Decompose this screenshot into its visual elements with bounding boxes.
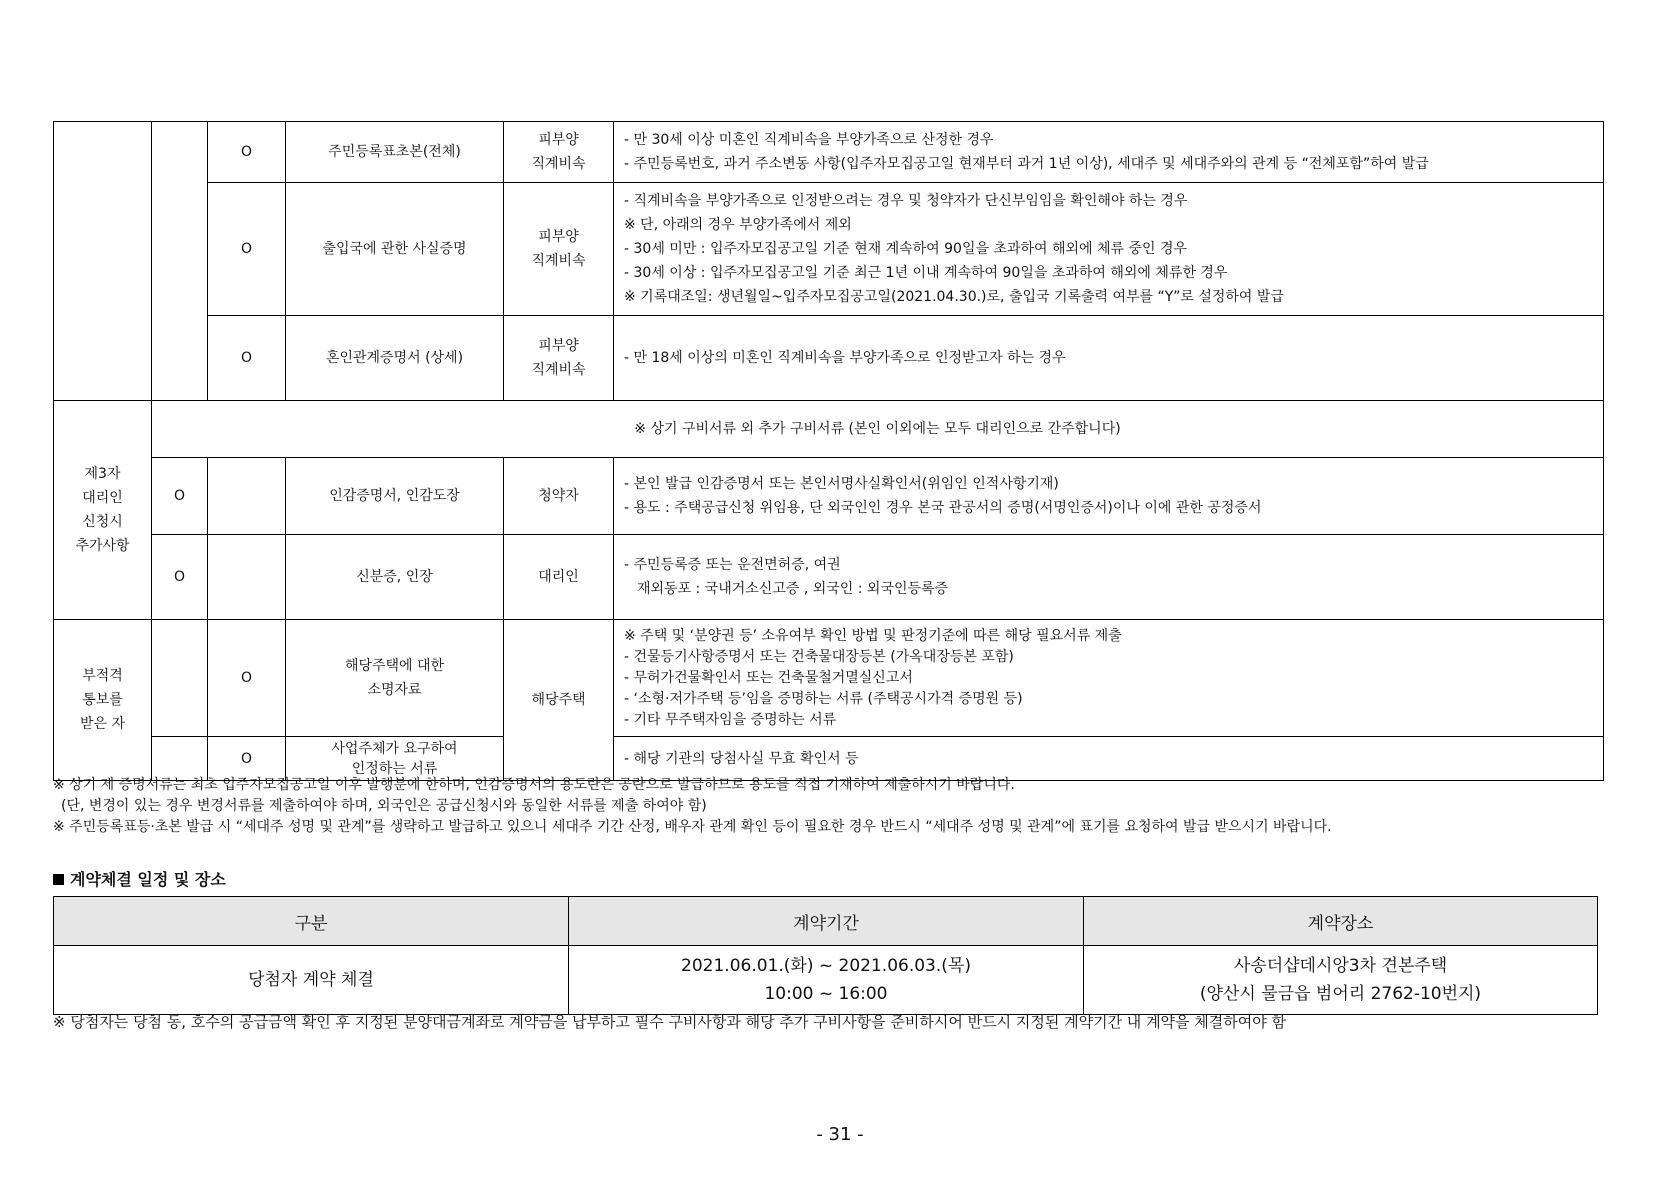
mark-cell-empty [152,737,208,781]
page-number: - 31 - [816,1124,864,1145]
target-cell: 피부양 직계비속 [504,183,614,316]
description-cell: - 본인 발급 인감증명서 또는 본인서명사실확인서(위임인 인적사항기재) - 용도 : 주택공급신청 위임용, 단 외국인인 경우 본국 관공서의 증명(서명인증서)이나 이에 관한 공정증서 [614,458,1604,535]
table-row [54,401,1604,458]
mark-cell: O [208,183,286,316]
note-line: ※ 상기 제 증명서류는 최초 입주자모집공고일 이후 발행분에 한하며, 인감증명서의 용도란은 공란으로 발급하므로 용도를 직접 기재하여 제출하시기 바랍니다. [53,777,1015,793]
contract-place: 사송더샵데시앙3차 견본주택 (양산시 물금읍 범어리 2762-10번지) [1084,946,1598,1015]
square-bullet-icon [53,874,64,885]
category-cell-empty [54,122,152,401]
target-cell: 피부양 직계비속 [504,122,614,183]
column-header: 계약장소 [1084,897,1598,946]
document-name: 해당주택에 대한 소명자료 [286,620,504,737]
contract-section-heading: 계약체결 일정 및 장소 [53,867,226,890]
table-row [54,535,1604,620]
proxy-category-cell: 제3자 대리인 신청시 추가사항 [54,401,152,620]
description-cell: - 주민등록증 또는 운전면허증, 여권 재외동포 : 국내거소신고증 , 외국인 : 외국인등록증 [614,535,1604,620]
target-cell: 청약자 [504,458,614,535]
mark-cell: O [152,535,208,620]
mark-cell: O [208,122,286,183]
description-cell: - 만 30세 이상 미혼인 직계비속을 부양가족으로 산정한 경우 - 주민등록번호, 과거 주소변동 사항(입주자모집공고일 현재부터 과거 1년 이상), 세대주 및 세대주와의 관계 등 “전체포함”하여 발급 [614,122,1604,183]
note-line: (단, 변경이 있는 경우 변경서류를 제출하여야 하며, 외국인은 공급신청시와 동일한 서류를 제출 하여야 함) [61,798,707,814]
mark-cell-empty [208,535,286,620]
document-name: 출입국에 관한 사실증명 [286,183,504,316]
note-line: ※ 주민등록표등·초본 발급 시 “세대주 성명 및 관계”를 생략하고 발급하고 있으니 세대주 기간 산정, 배우자 관계 확인 등이 필요한 경우 반드시 “세대주 성명 및 관계”에 표기를 요청하여 발급 받으시기 바랍니다. [53,819,1332,835]
contract-type: 당첨자 계약 체결 [54,946,569,1015]
table-row [54,183,1604,316]
mark-cell: O [208,620,286,737]
description-cell: - 만 18세 이상의 미혼인 직계비속을 부양가족으로 인정받고자 하는 경우 [614,316,1604,401]
table-row [54,458,1604,535]
document-name: 혼인관계증명서 (상세) [286,316,504,401]
mark-cell-empty [152,122,208,401]
column-header: 구분 [54,897,569,946]
document-name: 주민등록표초본(전체) [286,122,504,183]
contract-table [53,896,1598,1015]
proxy-banner: ※ 상기 구비서류 외 추가 구비서류 (본인 이외에는 모두 대리인으로 간주합니다) [152,401,1604,458]
table-row [54,620,1604,737]
document-name: 사업주체가 요구하여 인정하는 서류 [286,737,504,781]
column-header: 계약기간 [569,897,1084,946]
mark-cell: O [152,458,208,535]
contract-note: ※ 당첨자는 당첨 동, 호수의 공급금액 확인 후 지정된 분양대금계좌로 계약금을 납부하고 필수 구비사항과 해당 추가 구비사항을 준비하시어 반드시 지정된 계약기간 내 계약을 체결하여야 함 [53,1013,1287,1031]
contract-period: 2021.06.01.(화) ~ 2021.06.03.(목) 10:00 ~ 16:00 [569,946,1084,1015]
mark-cell: O [208,316,286,401]
table-header-row [54,897,1598,946]
mark-cell-empty [152,620,208,737]
table-row [54,316,1604,401]
target-cell: 피부양 직계비속 [504,316,614,401]
description-cell: - 직계비속을 부양가족으로 인정받으려는 경우 및 청약자가 단신부임임을 확인해야 하는 경우 ※ 단, 아래의 경우 부양가족에서 제외 - 30세 미만 : 입주자모집공고일 기준 현재 계속하여 90일을 초과하여 해외에 체류 중인 경우 - 30세 이상 : 입주자모집공고일 기준 최근 1년 이내 계속하여 90일을 초과하여 해외에 체류한 경우 ※ 기록대조일: 생년월일~입주자모집공고일(2021.04.30.)로, 출입국 기록출력 여부를 “Y”로 설정하여 발급 [614,183,1604,316]
mark-cell-empty [208,458,286,535]
document-name: 인감증명서, 인감도장 [286,458,504,535]
target-cell: 해당주택 [504,620,614,781]
document-name: 신분증, 인장 [286,535,504,620]
document-notes [53,775,1332,838]
table-row [54,737,1604,781]
table-row [54,946,1598,1015]
required-documents-table [53,121,1604,781]
description-cell: - 해당 기관의 당첨사실 무효 확인서 등 [614,737,1604,781]
table-row [54,122,1604,183]
target-cell: 대리인 [504,535,614,620]
mark-cell: O [208,737,286,781]
description-cell: ※ 주택 및 ‘분양권 등’ 소유여부 확인 방법 및 판정기준에 따른 해당 필요서류 제출 - 건물등기사항증명서 또는 건축물대장등본 (가옥대장등본 포함) - 무허가건물확인서 또는 건축물철거멸실신고서 - ‘소형·저가주택 등’임을 증명하는 서류 (주택공시가격 증명원 등) - 기타 무주택자임을 증명하는 서류 [614,620,1604,737]
unfit-category-cell: 부적격 통보를 받은 자 [54,620,152,781]
